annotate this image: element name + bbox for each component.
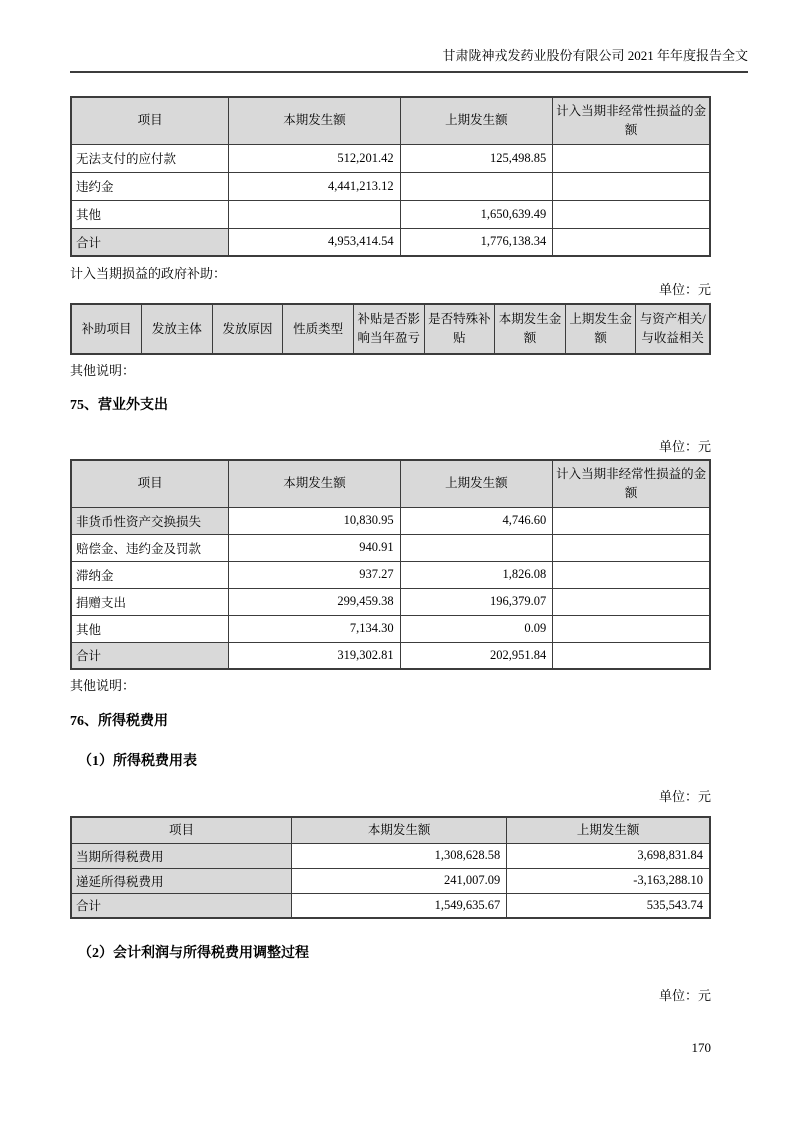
table-row (71, 561, 710, 588)
table-row (71, 172, 710, 200)
row-label-cell: 违约金 (71, 172, 229, 200)
column-header: 是否特殊补贴 (424, 304, 495, 354)
table-row (71, 893, 710, 918)
value-cell (553, 200, 710, 228)
value-cell: 7,134.30 (229, 615, 400, 642)
value-cell (553, 172, 710, 200)
table-row (71, 615, 710, 642)
header-row (71, 97, 710, 144)
column-header: 项目 (71, 817, 291, 843)
header-rule (70, 71, 748, 73)
document-content (70, 96, 711, 1003)
row-label-cell: 合计 (71, 228, 229, 256)
value-cell (400, 172, 553, 200)
report-title: 甘肃陇神戎发药业股份有限公司 2021 年年度报告全文 (442, 48, 748, 63)
row-label-cell: 合计 (71, 893, 291, 918)
value-cell: 1,549,635.67 (291, 893, 506, 918)
value-cell (553, 615, 710, 642)
table-row (71, 228, 710, 256)
value-cell (553, 561, 710, 588)
row-label-cell: 其他 (71, 615, 229, 642)
value-cell: 4,441,213.12 (229, 172, 400, 200)
row-label-cell: 非货币性资产交换损失 (71, 507, 229, 534)
document-header (70, 48, 748, 64)
row-label-cell: 合计 (71, 642, 229, 669)
gov-grant-note: 计入当期损益的政府补助： (70, 266, 227, 281)
unit-label: 单位：元 (658, 789, 711, 804)
value-cell: 1,308,628.58 (291, 843, 506, 868)
table-row (71, 200, 710, 228)
column-header: 发放原因 (212, 304, 283, 354)
value-cell: 10,830.95 (229, 507, 400, 534)
table-row (71, 534, 710, 561)
row-label-cell: 无法支付的应付款 (71, 144, 229, 172)
row-label-cell: 递延所得税费用 (71, 868, 291, 893)
government-grants-table (70, 303, 711, 355)
row-label-cell: 捐赠支出 (71, 588, 229, 615)
row-label-cell: 滞纳金 (71, 561, 229, 588)
column-header: 计入当期非经常性损益的金额 (553, 97, 710, 144)
value-cell: 3,698,831.84 (507, 843, 710, 868)
header-row (71, 304, 710, 354)
value-cell: 1,826.08 (400, 561, 553, 588)
value-cell (400, 534, 553, 561)
value-cell: 319,302.81 (229, 642, 400, 669)
column-header: 本期发生额 (229, 460, 400, 507)
column-header: 项目 (71, 97, 229, 144)
income-tax-table (70, 816, 711, 919)
value-cell: 0.09 (400, 615, 553, 642)
value-cell: 299,459.38 (229, 588, 400, 615)
value-cell (553, 228, 710, 256)
value-cell: 196,379.07 (400, 588, 553, 615)
column-header: 性质类型 (283, 304, 354, 354)
header-row (71, 460, 710, 507)
header-row (71, 817, 710, 843)
table-row (71, 843, 710, 868)
table-row (71, 642, 710, 669)
row-label-cell: 当期所得税费用 (71, 843, 291, 868)
column-header: 本期发生额 (229, 97, 400, 144)
non-operating-expenses-table (70, 459, 711, 670)
table-row (71, 507, 710, 534)
value-cell: 4,746.60 (400, 507, 553, 534)
value-cell: 512,201.42 (229, 144, 400, 172)
value-cell (553, 642, 710, 669)
other-note-1: 其他说明： (70, 363, 136, 378)
column-header: 发放主体 (142, 304, 213, 354)
value-cell: 1,650,639.49 (400, 200, 553, 228)
payables-table (70, 96, 711, 257)
value-cell (553, 534, 710, 561)
section-76-title: 76、所得税费用 (70, 714, 168, 729)
value-cell: 4,953,414.54 (229, 228, 400, 256)
section-76-sub-2: （2）会计利润与所得税费用调整过程 (78, 946, 309, 961)
value-cell: 940.91 (229, 534, 400, 561)
page-number: 170 (691, 1040, 711, 1055)
section-75-title: 75、营业外支出 (70, 398, 168, 413)
value-cell (553, 507, 710, 534)
column-header: 上期发生金额 (565, 304, 636, 354)
value-cell: 937.27 (229, 561, 400, 588)
value-cell: 125,498.85 (400, 144, 553, 172)
other-note-2: 其他说明： (70, 678, 136, 693)
unit-label: 单位：元 (658, 439, 711, 454)
value-cell (229, 200, 400, 228)
row-label-cell: 其他 (71, 200, 229, 228)
value-cell: 241,007.09 (291, 868, 506, 893)
column-header: 上期发生额 (400, 460, 553, 507)
value-cell: 535,543.74 (507, 893, 710, 918)
value-cell: 1,776,138.34 (400, 228, 553, 256)
column-header: 与资产相关/与收益相关 (636, 304, 710, 354)
column-header: 本期发生额 (291, 817, 506, 843)
table-row (71, 868, 710, 893)
column-header: 上期发生额 (507, 817, 710, 843)
value-cell (553, 144, 710, 172)
value-cell: -3,163,288.10 (507, 868, 710, 893)
column-header: 上期发生额 (400, 97, 553, 144)
row-label-cell: 赔偿金、违约金及罚款 (71, 534, 229, 561)
column-header: 计入当期非经常性损益的金额 (553, 460, 710, 507)
column-header: 本期发生金额 (495, 304, 566, 354)
table-row (71, 144, 710, 172)
unit-label: 单位：元 (658, 282, 711, 297)
value-cell (553, 588, 710, 615)
table-row (71, 588, 710, 615)
column-header: 补助项目 (71, 304, 142, 354)
value-cell: 202,951.84 (400, 642, 553, 669)
section-76-sub-1: （1）所得税费用表 (78, 754, 197, 769)
column-header: 项目 (71, 460, 229, 507)
column-header: 补贴是否影响当年盈亏 (353, 304, 424, 354)
unit-label: 单位：元 (658, 988, 711, 1003)
